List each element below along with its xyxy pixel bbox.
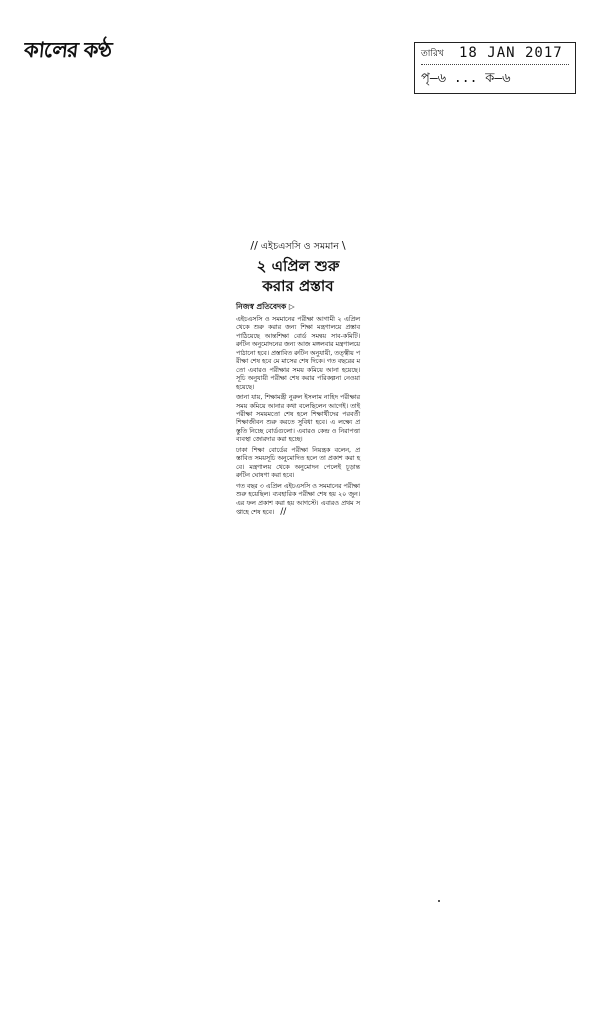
stamp-label: তারিখ [421,49,444,59]
stamp-dotted-line [421,64,569,65]
paragraph-4-text: গত বছর ৩ এপ্রিল এইচএসসি ও সমমানের পরীক্ষা শুরু হয়েছিল। ব্যবহারিক পরীক্ষা শেষ হয় ২০ জুন। এর ফল প্রকাশ করা হয় আগস্টে। এবারও প্রথম সপ্তাহে শেষ হবে। [236,482,360,516]
article-byline: নিজস্ব প্রতিবেদক ▷ [236,302,295,311]
article-end-mark: // [280,506,287,517]
article-paragraph-3: ঢাকা শিক্ষা বোর্ডের পরীক্ষা নিয়ন্ত্রক বলেন, প্রস্তাবিত সময়সূচি অনুমোদিত হলে তা প্রকাশ করা হবে। মন্ত্রণালয় থেকে অনুমোদন পেলেই চূড়ান্ত রুটিন ঘোষণা করা হবে। [236,446,360,480]
stamp-date: 18 JAN 2017 [459,45,563,61]
scan-speck [438,900,440,902]
article-kicker [236,240,360,253]
stamp-page-row: পৃ—৬ ... ক—৬ [421,71,511,86]
kicker-text: এইচএসসি ও সমমান [260,241,339,252]
kicker-mark-right: \ [341,239,346,252]
kicker-mark-left: // [250,239,258,252]
date-stamp [414,42,576,94]
article-paragraph-4 [236,483,360,518]
news-clipping [236,240,360,517]
headline-line-1: ২ এপ্রিল শুরু [256,257,340,275]
article-paragraph-1: এইচএসসি ও সমমানের পরীক্ষা আগামী ২ এপ্রিল থেকে শুরু করার জন্য শিক্ষা মন্ত্রণালয়ে প্রস্তাব পাঠিয়েছে আন্তশিক্ষা বোর্ড সমন্বয় সাব-কমিটি। রুটিন অনুমোদনের জন্য আজ মঙ্গলবার মন্ত্রণালয়ে পাঠানো হবে। প্রস্তাবিত রুটিন অনুযায়ী, তত্ত্বীয় পরীক্ষা শেষ হবে মে মাসের শেষ দিকে। গত বছরের মতো এবারও পরীক্ষার সময় কমিয়ে আনা হয়েছে। সূচি অনুযায়ী পরীক্ষা শেষ করার পরিকল্পনা নেওয়া হয়েছে। [236,316,361,391]
headline-line-2: করার প্রস্তাব [262,277,334,295]
article-paragraph-2: জানা যায়, শিক্ষামন্ত্রী নুরুল ইসলাম নাহিদ পরীক্ষার সময় কমিয়ে আনার কথা বলেছিলেন আগেই। তাই পরীক্ষা সময়মতো শেষ হলে শিক্ষার্থীদের পরবর্তী শিক্ষাজীবন শুরু করতে সুবিধা হবে। এ লক্ষ্যে প্রস্তুতি নিচ্ছে বোর্ডগুলো। এবারও কেন্দ্র ও নিরাপত্তা ব্যবস্থা জোরদার করা হচ্ছে। [236,394,360,444]
article-headline [236,256,360,296]
newspaper-masthead: কালের কণ্ঠ [22,38,113,62]
